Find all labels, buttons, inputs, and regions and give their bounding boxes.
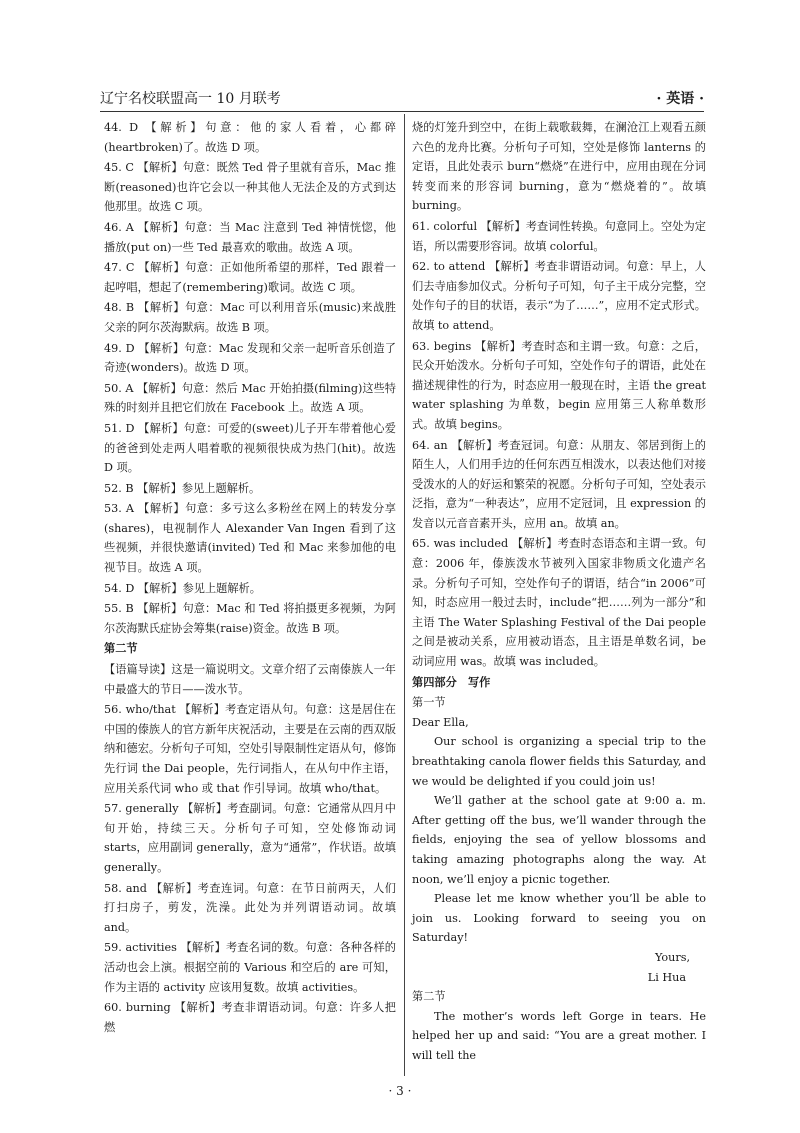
essay-paragraph: Our school is organizing a special trip to the breathtaking canola flower fields this Saturday, and we would be delighted if you could join us!: [412, 735, 706, 788]
text-line: 第二节: [412, 990, 446, 1004]
answer-item: 64. an 【解析】考查冠词。句意：从朋友、邻居到街上的陌生人，人们用手边的任何东西互相泼水，以表达他们对接受泼水的人的好运和繁荣的祝愿。分析句子可知，空处表示泛指，意为“一种表达”，应用不定冠词，且 expression 的发音以元音音素开头，应用 an。故填 an。: [412, 438, 706, 530]
right-column: [412, 118, 706, 1066]
letter-closing: Yours,: [655, 950, 690, 964]
header-exam-title: 辽宁名校联盟高一 10 月联考: [100, 91, 281, 107]
page-number: · 3 ·: [388, 1084, 412, 1098]
letter-signature: Li Hua: [647, 970, 686, 984]
column-divider: [404, 114, 405, 1076]
essay-paragraph: We’ll gather at the school gate at 9:00 a. m. After getting off the bus, we’ll wander through the fields, enjoying the sea of yellow blossoms and taking amazing photographs along the way. At noon, we’ll enjoy a picnic together.: [412, 794, 706, 886]
answer-item: 48. B 【解析】句意：Mac 可以利用音乐(music)来战胜父亲的阿尔茨海默病。故选 B 项。: [104, 301, 396, 334]
answer-item: 65. was included 【解析】考查时态语态和主谓一致。句意：2006 年，傣族泼水节被列入国家非物质文化遗产名录。分析句子可知，空处作句子的谓语，结合“in 2006”可知，时态应用一般过去时，include“把……列为一部分”和主语 The Water Splashing Festival of the Dai people 之间是被动关系，应用被动语态，且主语是单数名词，be 动词应用 was。故填 was included。: [412, 537, 706, 669]
answer-item: 46. A 【解析】句意：当 Mac 注意到 Ted 神情恍惚，他播放(put on)一些 Ted 最喜欢的歌曲。故选 A 项。: [104, 220, 396, 254]
answer-item: 53. A 【解析】句意：多亏这么多粉丝在网上的转发分享(shares)，电视制作人 Alexander Van Ingen 看到了这些视频，并很快邀请(invited) Ted 和 Mac 来参加他的电视节目。故选 A 项。: [104, 502, 396, 575]
answer-item: 51. D 【解析】句意：可爱的(sweet)儿子开车带着他心爱的爸爸到处走两人唱着歌的视频很快成为热门(hit)。故选 D 项。: [104, 421, 396, 475]
header-rule: [100, 111, 704, 112]
answer-item: 58. and 【解析】考查连词。句意：在节日前两天，人们打扫房子，剪发，洗澡。此处为并列谓语动词。故填 and。: [104, 881, 396, 934]
essay-paragraph: The mother’s words left Gorge in tears. He helped her up and said: “You are a great mother. I will tell the: [412, 1009, 706, 1062]
answer-item: 60. burning 【解析】考查非谓语动词。句意：许多人把燃: [104, 1001, 396, 1034]
text-line: 第一节: [412, 696, 446, 710]
answer-item: 45. C 【解析】句意：既然 Ted 骨子里就有音乐，Mac 推断(reasoned)也许它会以一种其他人无法企及的方式到达他那里。故选 C 项。: [104, 161, 396, 214]
section-heading: 第四部分 写作: [412, 674, 491, 689]
answer-item: 57. generally 【解析】考查副词。句意：它通常从四月中旬开始，持续三天。分析句子可知，空处修饰动词 starts，应用副词 generally，意为“通常”，作状语。故填 generally。: [104, 802, 396, 874]
header-subject: · 英语 ·: [656, 91, 704, 107]
answer-item: 49. D 【解析】句意：Mac 发现和父亲一起听音乐创造了奇迹(wonders)。故选 D 项。: [104, 341, 396, 375]
answer-item: 59. activities 【解析】考查名词的数。句意：各种各样的活动也会上演。根据空前的 Various 和空后的 are 可知，作为主语的 activity 应该用复数。故填 activities。: [104, 941, 396, 994]
answer-item: 52. B 【解析】参见上题解析。: [104, 481, 261, 495]
answer-item: 50. A 【解析】句意：然后 Mac 开始拍摄(filming)这些特殊的时刻并且把它们放在 Facebook 上。故选 A 项。: [104, 381, 396, 415]
section-heading: 第二节: [104, 641, 138, 656]
page-header: [100, 86, 704, 108]
answer-item: 54. D 【解析】参见上题解析。: [104, 581, 261, 595]
answer-item: 55. B 【解析】句意：Mac 和 Ted 将拍摄更多视频，为阿尔茨海默氏症协会筹集(raise)资金。故选 B 项。: [104, 602, 396, 635]
passage-intro: 【语篇导读】这是一篇说明文。文章介绍了云南傣族人一年中最盛大的节日——泼水节。: [104, 663, 396, 696]
answer-item: 47. C 【解析】句意：正如他所希望的那样，Ted 跟着一起哼唱，想起了(remembering)歌词。故选 C 项。: [104, 261, 396, 294]
answer-item: 烧的灯笼升到空中，在街上载歌载舞，在澜沧江上观看五颜六色的龙舟比赛。分析句子可知，空处是修饰 lanterns 的定语，且此处表示 burn“燃烧”在进行中，应用由现在分词转变而来的形容词 burning，意为“燃烧着的”。故填 burning。: [412, 121, 706, 213]
answer-item: 63. begins 【解析】考查时态和主谓一致。句意：之后，民众开始泼水。分析句子可知，空处作句子的谓语，此处在描述规律性的行为，时态应用一般现在时，主语 the great water splashing 为单数，begin 应用第三人称单数形式。故填 begins。: [412, 339, 706, 431]
answer-item: 44. D 【解析】句意：他的家人看着，心都碎(heartbroken)了。故选 D 项。: [104, 121, 396, 154]
essay-paragraph: Please let me know whether you’ll be able to join us. Looking forward to seeing you on Saturday!: [412, 892, 706, 945]
text-line: Dear Ella,: [412, 715, 469, 729]
answer-item: 61. colorful 【解析】考查词性转换。句意同上。空处为定语，所以需要形容词。故填 colorful。: [412, 219, 706, 253]
left-column: [104, 118, 396, 1038]
answer-item: 62. to attend 【解析】考查非谓语动词。句意：早上，人们去寺庙参加仪式。分析句子可知，句子主干成分完整，空处作句子的目的状语，表示“为了……”，应用不定式形式。故填 to attend。: [412, 260, 706, 332]
answer-item: 56. who/that 【解析】考查定语从句。句意：这是居住在中国的傣族人的官方新年庆祝活动，主要是在云南的西双版纳和德宏。分析句子可知，空处引导限制性定语从句，修饰先行词 the Dai people，先行词指人，在从句中作主语，应用关系代词 who 或 that 作引导词。故填 who/that。: [104, 703, 396, 795]
